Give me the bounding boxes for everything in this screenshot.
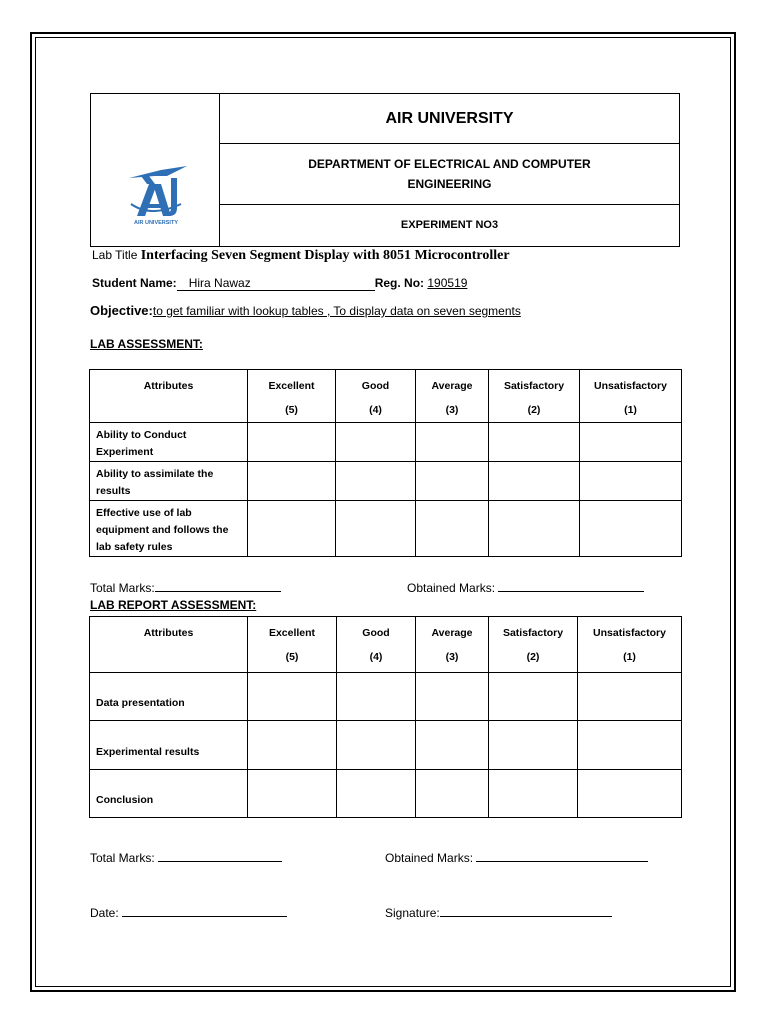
col-unsatisfactory: Unsatisfactory (1) bbox=[580, 370, 682, 423]
lab-title-value: Interfacing Seven Segment Display with 8051 Microcontroller bbox=[140, 248, 510, 263]
report-assessment-heading: LAB REPORT ASSESSMENT: bbox=[90, 598, 257, 612]
table-row bbox=[90, 501, 682, 557]
signature-field[interactable] bbox=[440, 904, 612, 917]
col-good: Good (4) bbox=[336, 370, 416, 423]
score-cell[interactable] bbox=[248, 673, 337, 721]
reg-label: Reg. No: bbox=[374, 276, 425, 290]
score-cell[interactable] bbox=[248, 721, 337, 770]
objective-line bbox=[90, 303, 521, 318]
score-cell[interactable] bbox=[337, 673, 416, 721]
score-cell[interactable] bbox=[337, 721, 416, 770]
lab-assessment-table bbox=[89, 369, 682, 557]
reg-value[interactable]: 190519 bbox=[427, 276, 468, 290]
lab-obtained-marks: Obtained Marks: bbox=[407, 579, 644, 595]
total-marks-field[interactable] bbox=[155, 579, 281, 592]
lab-assessment-heading: LAB ASSESSMENT: bbox=[90, 337, 203, 351]
total-marks-field[interactable] bbox=[158, 849, 282, 862]
date-field[interactable] bbox=[122, 904, 287, 917]
table-header-row bbox=[90, 617, 682, 673]
col-average: Average (3) bbox=[416, 370, 489, 423]
col-good: Good (4) bbox=[337, 617, 416, 673]
score-cell[interactable] bbox=[248, 423, 336, 462]
row-attribute: Data presentation bbox=[90, 673, 248, 721]
objective-label: Objective: bbox=[90, 303, 153, 318]
lab-total-marks: Total Marks: bbox=[90, 579, 281, 595]
col-excellent: Excellent (5) bbox=[248, 370, 336, 423]
objective-value: to get familiar with lookup tables , To display data on seven segments bbox=[152, 304, 521, 318]
score-cell[interactable] bbox=[489, 423, 580, 462]
score-cell[interactable] bbox=[416, 721, 489, 770]
score-cell[interactable] bbox=[416, 673, 489, 721]
score-cell[interactable] bbox=[489, 462, 580, 501]
obtained-marks-field[interactable] bbox=[498, 579, 644, 592]
score-cell[interactable] bbox=[489, 770, 578, 818]
table-header-row bbox=[90, 370, 682, 423]
col-excellent: Excellent (5) bbox=[248, 617, 337, 673]
score-cell[interactable] bbox=[578, 721, 682, 770]
university-title: AIR UNIVERSITY bbox=[220, 94, 679, 144]
score-cell[interactable] bbox=[248, 462, 336, 501]
col-satisfactory: Satisfactory (2) bbox=[489, 370, 580, 423]
col-unsatisfactory: Unsatisfactory (1) bbox=[578, 617, 682, 673]
score-cell[interactable] bbox=[336, 462, 416, 501]
score-cell[interactable] bbox=[580, 501, 682, 557]
score-cell[interactable] bbox=[489, 673, 578, 721]
score-cell[interactable] bbox=[416, 423, 489, 462]
row-attribute: Conclusion bbox=[90, 770, 248, 818]
score-cell[interactable] bbox=[416, 462, 489, 501]
table-row bbox=[90, 462, 682, 501]
logo-cell bbox=[91, 94, 220, 246]
department-title: DEPARTMENT OF ELECTRICAL AND COMPUTER ENGINEERING bbox=[220, 143, 679, 205]
score-cell[interactable] bbox=[336, 501, 416, 557]
student-name-label: Student Name: bbox=[92, 276, 177, 290]
row-attribute: Ability to Conduct Experiment bbox=[90, 423, 248, 462]
student-name-value[interactable]: Hira Nawaz bbox=[177, 276, 375, 291]
row-attribute: Ability to assimilate the results bbox=[90, 462, 248, 501]
student-line bbox=[92, 276, 467, 291]
lab-title-label: Lab Title bbox=[92, 248, 138, 262]
score-cell[interactable] bbox=[580, 462, 682, 501]
air-university-logo bbox=[121, 164, 191, 226]
logo-text: AIR UNIVERSITY bbox=[133, 220, 179, 226]
table-row bbox=[90, 423, 682, 462]
score-cell[interactable] bbox=[416, 770, 489, 818]
date-line: Date: bbox=[90, 904, 287, 920]
lab-title-line bbox=[92, 248, 510, 264]
score-cell[interactable] bbox=[580, 423, 682, 462]
report-obtained-marks: Obtained Marks: bbox=[385, 849, 648, 865]
score-cell[interactable] bbox=[248, 770, 337, 818]
experiment-number: EXPERIMENT NO3 bbox=[400, 219, 499, 231]
score-cell[interactable] bbox=[416, 501, 489, 557]
report-total-marks: Total Marks: bbox=[90, 849, 282, 865]
score-cell[interactable] bbox=[578, 770, 682, 818]
score-cell[interactable] bbox=[336, 423, 416, 462]
score-cell[interactable] bbox=[248, 501, 336, 557]
score-cell[interactable] bbox=[337, 770, 416, 818]
col-attributes: Attributes bbox=[90, 370, 248, 423]
col-attributes: Attributes bbox=[90, 617, 248, 673]
report-assessment-table bbox=[89, 616, 682, 818]
row-attribute: Experimental results bbox=[90, 721, 248, 770]
table-row bbox=[90, 673, 682, 721]
table-row bbox=[90, 721, 682, 770]
score-cell[interactable] bbox=[489, 721, 578, 770]
obtained-marks-field[interactable] bbox=[476, 849, 648, 862]
signature-line: Signature: bbox=[385, 904, 612, 920]
score-cell[interactable] bbox=[489, 501, 580, 557]
header-table bbox=[90, 93, 680, 247]
row-attribute: Effective use of lab equipment and follows the lab safety rules bbox=[90, 501, 248, 557]
col-satisfactory: Satisfactory (2) bbox=[489, 617, 578, 673]
col-average: Average (3) bbox=[416, 617, 489, 673]
table-row bbox=[90, 770, 682, 818]
score-cell[interactable] bbox=[578, 673, 682, 721]
